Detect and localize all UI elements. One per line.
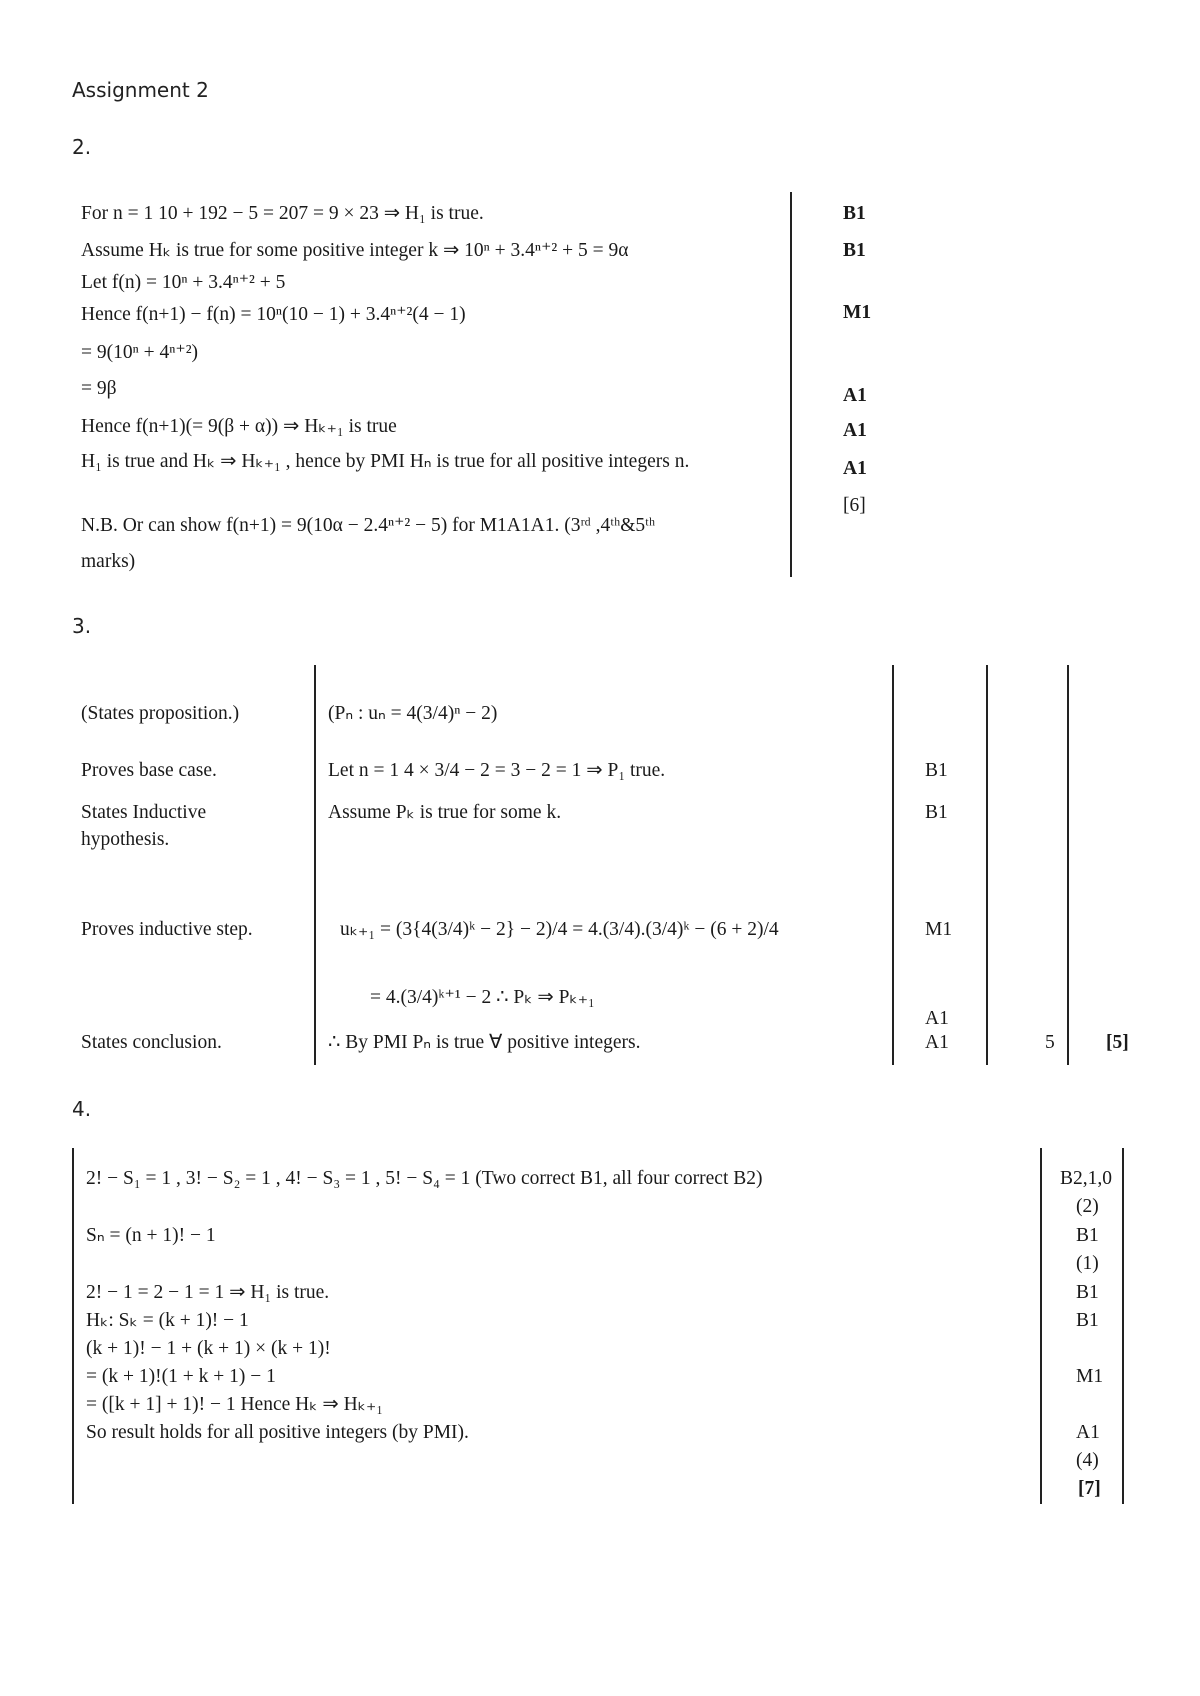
q3-column-divider	[892, 665, 894, 1065]
q2-line: H₁ is true and Hₖ ⇒ Hₖ₊₁ , hence by PMI Hₙ is true for all positive integers n.	[81, 451, 690, 472]
q3-column-divider	[314, 665, 316, 1065]
q3-column-divider	[986, 665, 988, 1065]
q4-mark: A1	[1076, 1422, 1100, 1443]
q4-left-border	[72, 1148, 74, 1504]
q4-line: Sₙ = (n + 1)! − 1	[86, 1225, 216, 1246]
q2-line: Assume Hₖ is true for some positive integer k ⇒ 10ⁿ + 3.4ⁿ⁺² + 5 = 9α	[81, 240, 629, 261]
q3-label: Proves inductive step.	[81, 919, 253, 940]
q2-mark: B1	[843, 240, 866, 261]
q4-mark: (2)	[1076, 1196, 1099, 1217]
q3-proposition: (Pₙ : uₙ = 4(3/4)ⁿ − 2)	[328, 703, 498, 724]
q3-label: Proves base case.	[81, 760, 217, 781]
q4-mark: B1	[1076, 1225, 1099, 1246]
q2-line: Hence f(n+1) − f(n) = 10ⁿ(10 − 1) + 3.4ⁿ⁺²(4 − 1)	[81, 304, 466, 325]
q3-mark: A1	[925, 1008, 949, 1029]
question-4-number: 4.	[72, 1097, 92, 1121]
q4-mark: (1)	[1076, 1253, 1099, 1274]
q2-line: = 9(10ⁿ + 4ⁿ⁺²)	[81, 342, 199, 363]
q2-column-divider	[790, 192, 792, 577]
q3-inductive-step-result: = 4.(3/4)ᵏ⁺¹ − 2 ∴ Pₖ ⇒ Pₖ₊₁	[370, 987, 595, 1008]
q3-mark: B1	[925, 760, 948, 781]
page-title: Assignment 2	[72, 78, 209, 102]
q4-column-divider	[1040, 1148, 1042, 1504]
q4-line: (k + 1)! − 1 + (k + 1) × (k + 1)!	[86, 1338, 331, 1359]
q3-subtotal: 5	[1045, 1032, 1055, 1053]
q4-mark: (4)	[1076, 1450, 1099, 1471]
q3-conclusion: ∴ By PMI Pₙ is true ∀ positive integers.	[328, 1032, 641, 1053]
q2-nb-line: N.B. Or can show f(n+1) = 9(10α − 2.4ⁿ⁺² − 5) for M1A1A1. (3ʳᵈ ,4ᵗʰ&5ᵗʰ	[81, 515, 656, 536]
q4-mark: B1	[1076, 1310, 1099, 1331]
q2-mark: B1	[843, 203, 866, 224]
q3-column-divider	[1067, 665, 1069, 1065]
q2-mark: A1	[843, 420, 867, 441]
q4-mark: B1	[1076, 1282, 1099, 1303]
q4-right-border	[1122, 1148, 1124, 1504]
q3-label: States conclusion.	[81, 1032, 222, 1053]
q4-line: 2! − S₁ = 1 , 3! − S₂ = 1 , 4! − S₃ = 1 , 5! − S₄ = 1 (Two correct B1, all four correct B2)	[86, 1168, 763, 1189]
q2-mark: A1	[843, 458, 867, 479]
question-3-number: 3.	[72, 614, 92, 638]
question-2-number: 2.	[72, 135, 92, 159]
q3-label: (States proposition.)	[81, 703, 240, 724]
q3-inductive-step: uₖ₊₁ = (3{4(3/4)ᵏ − 2} − 2)/4 = 4.(3/4).(3/4)ᵏ − (6 + 2)/4	[340, 919, 779, 940]
q3-label: States Inductive	[81, 802, 207, 823]
q3-base-case: Let n = 1 4 × 3/4 − 2 = 3 − 2 = 1 ⇒ P₁ true.	[328, 760, 666, 781]
q3-total: [5]	[1106, 1032, 1129, 1053]
q2-line: Hence f(n+1)(= 9(β + α)) ⇒ Hₖ₊₁ is true	[81, 416, 397, 437]
q4-line: = ([k + 1] + 1)! − 1 Hence Hₖ ⇒ Hₖ₊₁	[86, 1394, 384, 1415]
q2-mark: A1	[843, 385, 867, 406]
q4-mark: M1	[1076, 1366, 1104, 1387]
q3-label: hypothesis.	[81, 829, 170, 850]
q4-total: [7]	[1078, 1478, 1101, 1499]
q4-mark: B2,1,0	[1060, 1168, 1113, 1189]
q4-line: So result holds for all positive integers (by PMI).	[86, 1422, 469, 1443]
q4-line: = (k + 1)!(1 + k + 1) − 1	[86, 1366, 276, 1387]
q2-total: [6]	[843, 495, 866, 516]
q2-mark: M1	[843, 302, 872, 323]
q2-line: For n = 1 10 + 192 − 5 = 207 = 9 × 23 ⇒ H₁ is true.	[81, 203, 484, 224]
q4-line: 2! − 1 = 2 − 1 = 1 ⇒ H₁ is true.	[86, 1282, 330, 1303]
q3-hypothesis: Assume Pₖ is true for some k.	[328, 802, 562, 823]
q2-line: = 9β	[81, 378, 117, 399]
q2-line: Let f(n) = 10ⁿ + 3.4ⁿ⁺² + 5	[81, 272, 286, 293]
q3-mark: B1	[925, 802, 948, 823]
q2-nb-line: marks)	[81, 551, 136, 572]
q3-mark: M1	[925, 919, 953, 940]
q4-line: Hₖ: Sₖ = (k + 1)! − 1	[86, 1310, 249, 1331]
q3-mark: A1	[925, 1032, 949, 1053]
